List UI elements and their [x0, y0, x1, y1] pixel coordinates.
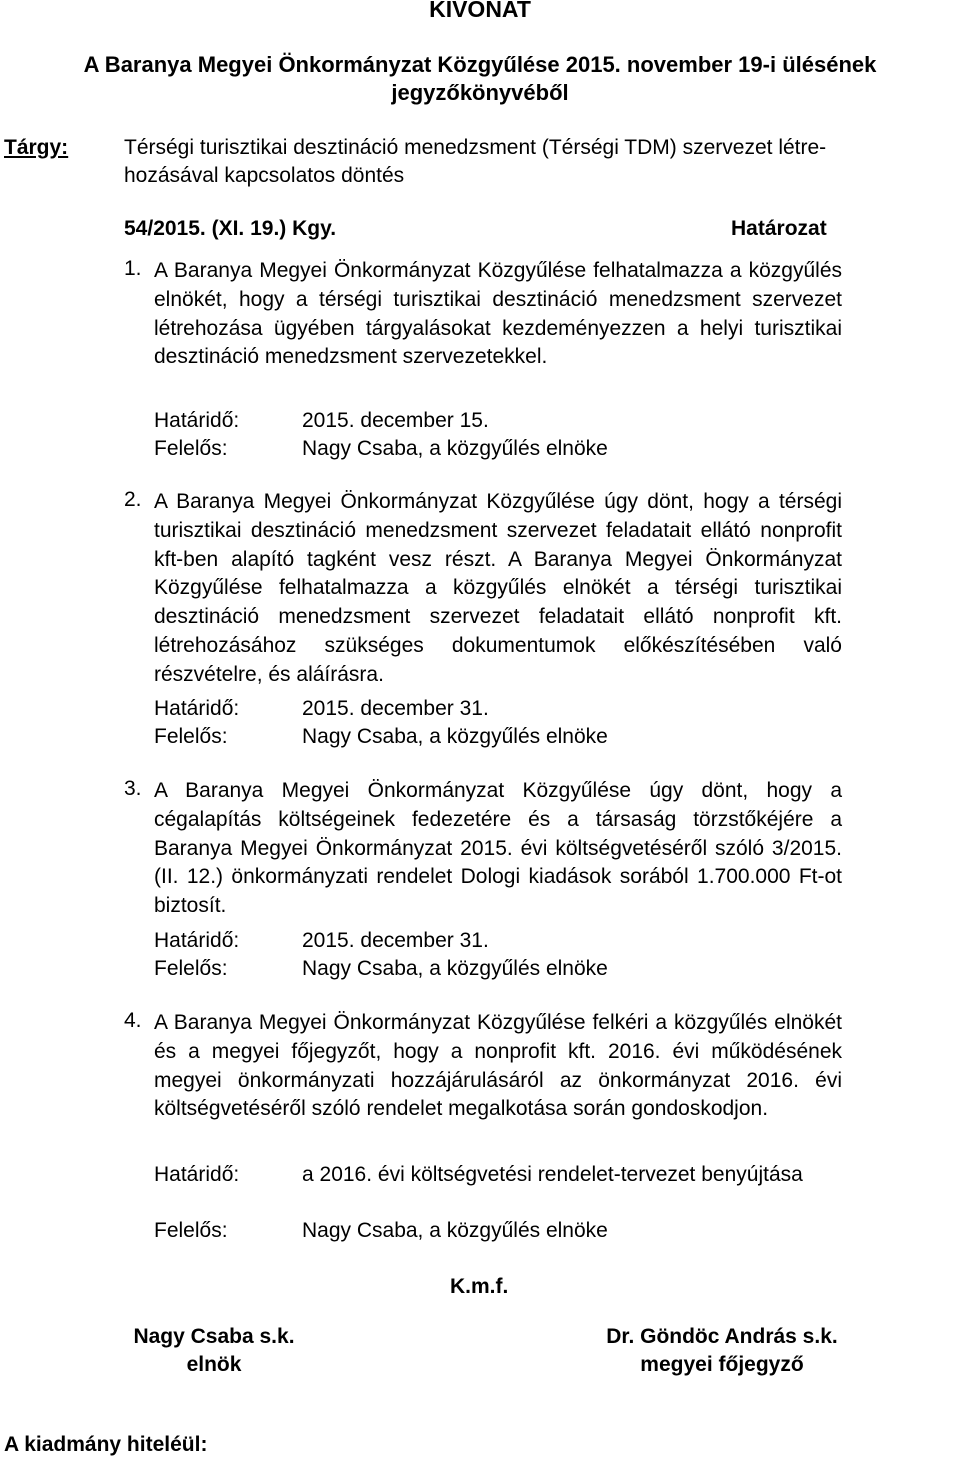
responsible-row [154, 1219, 608, 1243]
deadline-label: Határidő: [154, 697, 240, 720]
subject-line-1: Térségi turisztikai desztináció menedzsment (Térségi TDM) szervezet létre- [124, 136, 827, 159]
subject-line-2: hozásával kapcsolatos döntés [124, 164, 405, 187]
document-title: KIVONAT [429, 0, 531, 22]
deadline-value: 2015. december 15. [302, 409, 489, 432]
signature-right-title: megyei főjegyző [640, 1353, 804, 1376]
deadline-label: Határidő: [154, 409, 240, 432]
responsible-value: Nagy Csaba, a közgyűlés elnöke [302, 957, 608, 980]
deadline-label: Határidő: [154, 929, 240, 952]
responsible-label: Felelős: [154, 957, 228, 980]
heading-line-1: A Baranya Megyei Önkormányzat Közgyűlése 2015. november 19-i ülésének [83, 52, 877, 77]
responsible-label: Felelős: [154, 1219, 228, 1242]
responsible-row [154, 725, 608, 749]
resolution-number: 54/2015. (XI. 19.) Kgy. [124, 217, 337, 240]
deadline-value: a 2016. évi költségvetési rendelet-tervezet benyújtása [302, 1163, 803, 1186]
responsible-value: Nagy Csaba, a közgyűlés elnöke [302, 437, 608, 460]
item-text: A Baranya Megyei Önkormányzat Közgyűlése úgy dönt, hogy a cégalapítás költségeinek fedezetére és a társaság törzstőkéjére a Baranya Megyei Önkormányzat 2015. évi költségvetéséről szóló 3/2015. (II. 12.) önkormányzati rendelet Dologi kiadások sorából 1.700.000 Ft-ot biztosít. [154, 779, 842, 918]
subject-label: Tárgy: [4, 136, 69, 159]
responsible-label: Felelős: [154, 437, 228, 460]
resolution-type: Határozat [731, 217, 827, 240]
responsible-row [154, 437, 608, 461]
signature-left-name: Nagy Csaba s.k. [133, 1325, 295, 1348]
responsible-value: Nagy Csaba, a közgyűlés elnöke [302, 1219, 608, 1242]
responsible-label: Felelős: [154, 725, 228, 748]
signature-left-title: elnök [186, 1353, 242, 1376]
certification-label: A kiadmány hiteléül: [4, 1433, 208, 1456]
responsible-row [154, 957, 608, 981]
deadline-label: Határidő: [154, 1163, 240, 1186]
item-number: 4. [124, 1009, 142, 1032]
deadline-row [154, 409, 489, 433]
item-text: A Baranya Megyei Önkormányzat Közgyűlése felhatalmazza a közgyűlés elnökét, hogy a térségi turisztikai desztináció menedzsment szervezet létrehozása ügyében tárgyalásokat kezdeményezzen a helyi turisztikai desztináció menedzsment szervezetekkel. [154, 259, 842, 369]
item-text: A Baranya Megyei Önkormányzat Közgyűlése felkéri a közgyűlés elnökét és a megyei főjegyzőt, hogy a nonprofit kft. 2016. évi működésének megyei önkormányzati hozzájárulásáról az önkormányzat 2016. évi költségvetéséről szóló rendelet megalkotása során gondoskodjon. [154, 1011, 842, 1121]
deadline-value: 2015. december 31. [302, 697, 489, 720]
heading-line-2: jegyzőkönyvéből [391, 80, 569, 105]
deadline-row [154, 1161, 842, 1190]
deadline-value: 2015. december 31. [302, 929, 489, 952]
kmf: K.m.f. [450, 1275, 509, 1298]
signature-right-name: Dr. Göndöc András s.k. [606, 1325, 838, 1348]
item-number: 2. [124, 488, 142, 511]
deadline-row [154, 929, 489, 953]
item-number: 1. [124, 257, 142, 280]
responsible-value: Nagy Csaba, a közgyűlés elnöke [302, 725, 608, 748]
item-number: 3. [124, 777, 142, 800]
deadline-row [154, 697, 489, 721]
item-text: A Baranya Megyei Önkormányzat Közgyűlése úgy dönt, hogy a térségi turisztikai desztináció menedzsment szervezet feladatait ellátó nonprofit kft-ben alapító tagként vesz részt. A Baranya Megyei Önkormányzat Közgyűlése felhatalmazza a közgyűlés elnökét a térségi turisztikai desztináció menedzsment szervezet feladatait ellátó nonprofit kft. létrehozásához szükséges dokumentumok előkészítésében való részvételre, és aláírásra. [154, 490, 842, 686]
